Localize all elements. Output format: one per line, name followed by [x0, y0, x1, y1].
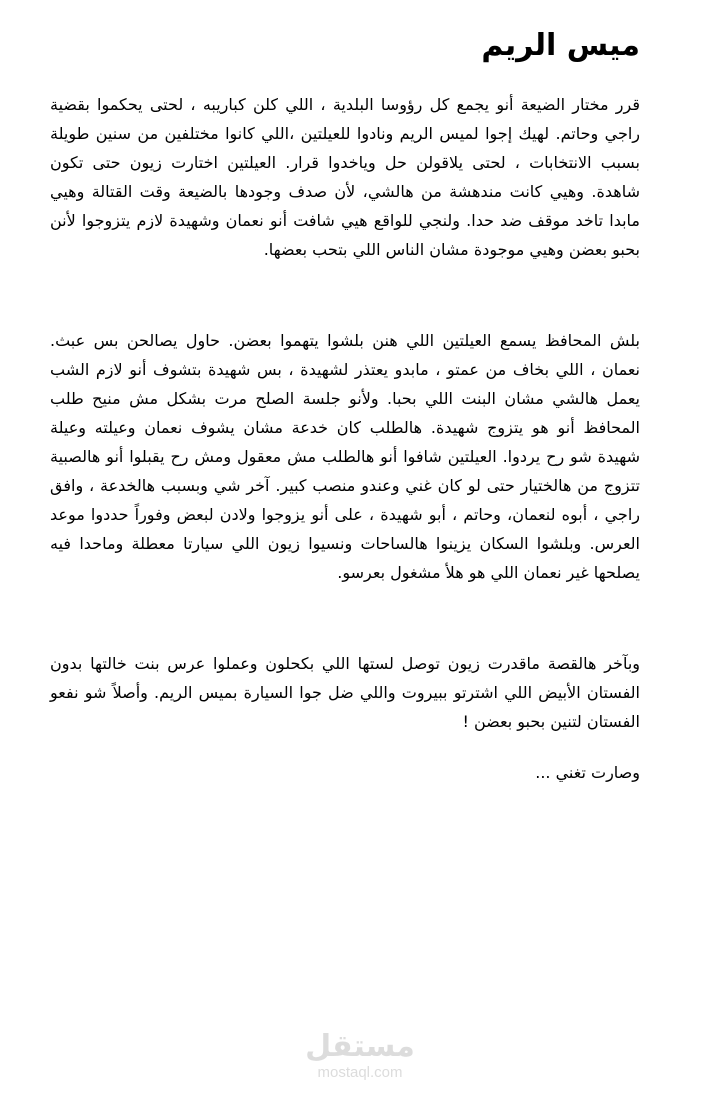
paragraph-2: بلش المحافظ يسمع العيلتين اللي هنن بلشوا يتهموا بعضن. حاول يصالحن بس عبث. نعمان ، اللي بخاف من عمتو ، مابدو يعتذر لشهيدة ، بس شهيدة بتشوف أنو لازم الشب يعمل هالشي مشان البنت اللي بحبا. ولأنو جلسة الصلح مرت بشكل مش منيح طلب المحافظ أنو هو يتزوج شهيدة. هالطلب كان خدعة مشان يشوف نعمان وعيلته وعيلة شهيدة شو رح يردوا. العيلتين شافوا أنو هالطلب مش معقول ومش رح يقبلوا أنو هالصبية تتزوج من هالختيار حتى لو كان غني وعندو منصب كبير. آخر شي وبسبب هالخدعة ، وافق راجي ، أبوه لنعمان، وحاتم ، أبو شهيدة ، على أنو يزوجوا ولادن لبعض وفوراً حددوا موعد العرس. وبلشوا السكان يزينوا هالساحات ونسيوا زيون اللي سيارتا معطلة وماحدا فيه يصلحها غير نعمان اللي هو هلأ مشغول بعرسو. [50, 331, 640, 582]
paragraph-1: قرر مختار الضيعة أنو يجمع كل رؤوسا البلدية ، اللي كلن كباريبه ، لحتى يحكموا بقضية راجي وحاتم. لهيك إجوا لميس الريم ونادوا للعيلتين ،اللي كانوا مختلفين من سنين طويلة بسبب الانتخابات ، لحتى يلاقولن حل وياخدوا قرار. العيلتين اختارت زيون حتى تكون شاهدة. وهيي كانت مندهشة من هالشي، لأن صدف وجودها بالضيعة وقت القتالة وهيي مابدا تاخد موقف ضد حدا. ولنجي للواقع هيي شافت أنو نعمان وشهيدة لازم يتزوجوا لأنن بحبو بعضن وهيي موجودة مشان الناس اللي بتحب بعضها. [50, 95, 640, 259]
story-body [50, 90, 640, 787]
watermark-logo [0, 1030, 720, 1082]
watermark-latin: mostaql.com [317, 1064, 403, 1081]
watermark-arabic: مستقل [305, 1029, 415, 1064]
paragraph-3: وبآخر هالقصة ماقدرت زيون توصل لستها اللي بكحلون وعملوا عرس بنت خالتها بدون الفستان الأبيض اللي اشترتو ببيروت واللي ضل جوا السيارة بميس الريم. وأصلاً شو نفعو الفستان لتنين بحبو بعضن ! [50, 654, 640, 731]
paragraph-4: وصارت تغني ... [535, 763, 640, 782]
page-title: ميس الريم [481, 28, 640, 63]
